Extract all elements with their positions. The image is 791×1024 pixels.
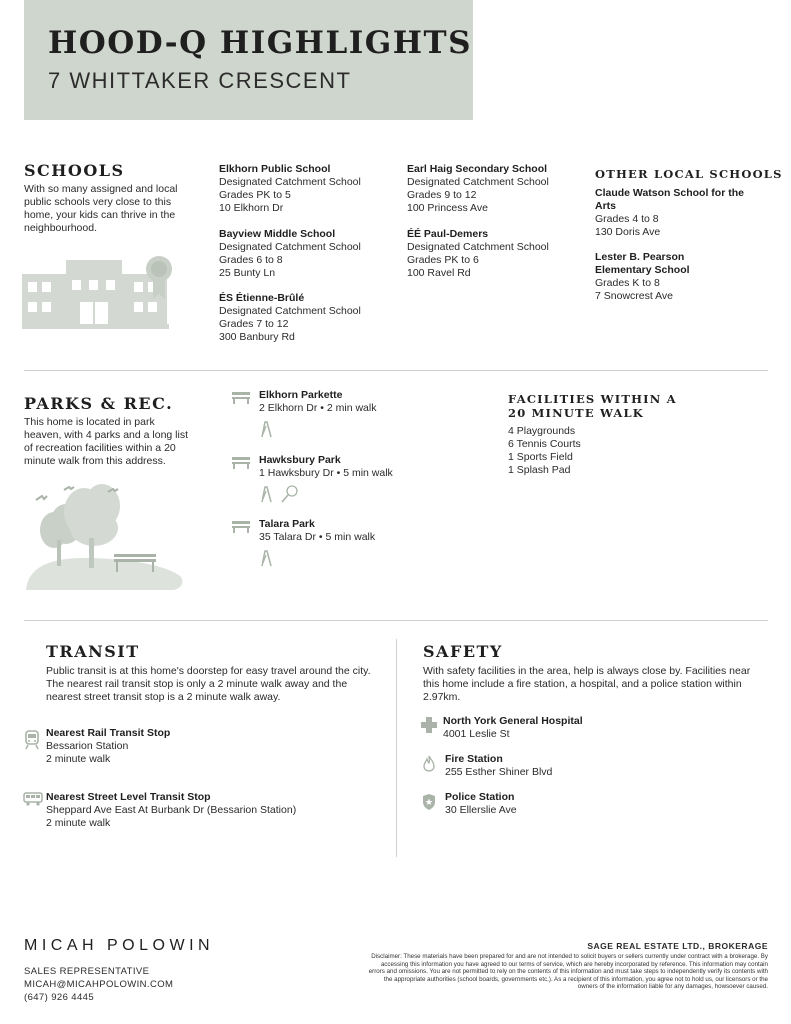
safety-title: Police Station — [445, 791, 515, 803]
school-name: Earl Haig Secondary School — [407, 163, 548, 175]
police-shield-icon — [422, 794, 436, 810]
safety-heading: SAFETY — [423, 642, 503, 661]
transit-title: Nearest Rail Transit Stop — [46, 727, 171, 739]
property-address: 7 WHITTAKER CRESCENT — [48, 68, 352, 93]
facility-item: 6 Tennis Courts — [508, 438, 581, 450]
facilities-heading: FACILITIES WITHIN A 20 MINUTE WALK — [508, 392, 677, 420]
park-name: Talara Park — [259, 518, 315, 530]
school-name: Lester B. Pearson Elementary School — [595, 251, 690, 276]
park-name: Hawksbury Park — [259, 454, 341, 466]
school-address: 7 Snowcrest Ave — [595, 290, 674, 302]
school-entry — [595, 187, 745, 239]
facilities-list — [508, 425, 581, 477]
agent-name: MICAH POLOWIN — [24, 937, 215, 954]
school-entry — [219, 163, 389, 215]
bench-icon — [232, 390, 250, 404]
award-ribbon-icon — [144, 254, 176, 300]
school-designation: Designated Catchment School — [407, 176, 549, 188]
hospital-cross-icon — [421, 717, 437, 733]
safety-title: Fire Station — [445, 753, 503, 765]
bench-icon — [232, 519, 250, 533]
school-designation: Designated Catchment School — [219, 241, 361, 253]
agent-email[interactable]: MICAH@MICAHPOLOWIN.COM — [24, 979, 174, 990]
disclaimer-text: Disclaimer: These materials have been prepared for and are not intended to solicit buyers or sellers currently under contract with a brokerage. By accessing this information you have agreed to our terms of service, which are hereby incorporated by reference. This information may contain errors and omissions. You are not permitted to rely on the contents of this information and must take steps to independently verify its contents with the appropriate authorities (school boards, governments etc.). As a recipient of this information, you agree not to hold us, our licensors or the owners of the information liable for any damages, howsoever caused. — [368, 953, 768, 991]
school-address: 25 Bunty Ln — [219, 267, 276, 279]
school-grades: Grades 7 to 12 — [219, 318, 289, 330]
transit-line: 2 minute walk — [46, 817, 111, 829]
facility-item: 1 Sports Field — [508, 451, 573, 463]
school-name: ÉS Étienne-Brûlé — [219, 292, 305, 304]
playground-slide-icon — [259, 549, 273, 567]
transit-line: Sheppard Ave East At Burbank Dr (Bessarion Station) — [46, 804, 297, 816]
tennis-racket-icon — [281, 485, 299, 503]
playground-slide-icon — [259, 420, 273, 438]
flame-icon — [423, 755, 435, 772]
school-designation: Designated Catchment School — [407, 241, 549, 253]
parks-heading: PARKS & REC. — [24, 394, 174, 413]
park-name: Elkhorn Parkette — [259, 389, 343, 401]
transit-line: 2 minute walk — [46, 753, 111, 765]
safety-address: 4001 Leslie St — [443, 728, 510, 740]
facility-item: 1 Splash Pad — [508, 464, 571, 476]
park-address: 35 Talara Dr • 5 min walk — [259, 531, 376, 543]
safety-intro: With safety facilities in the area, help is always close by. Facilities near this home include a fire station, a hospital, and a police station within 2.97km. — [423, 665, 751, 703]
other-schools-heading: OTHER LOCAL SCHOOLS — [595, 167, 783, 181]
agent-role: SALES REPRESENTATIVE — [24, 966, 150, 977]
safety-address: 30 Ellerslie Ave — [445, 804, 517, 816]
facility-item: 4 Playgrounds — [508, 425, 576, 437]
park-illustration-icon — [24, 480, 184, 592]
schools-heading: SCHOOLS — [24, 161, 125, 180]
bus-icon — [23, 792, 43, 806]
transit-title: Nearest Street Level Transit Stop — [46, 791, 211, 803]
transit-intro: Public transit is at this home's doorstep for easy travel around the city. The nearest rail transit stop is only a 2 minute walk away and the nearest street transit stop is a 2 minute walk away. — [46, 665, 371, 703]
playground-slide-icon — [259, 485, 273, 503]
transit-line: Bessarion Station — [46, 740, 129, 752]
school-entry — [407, 228, 577, 280]
bench-icon — [232, 455, 250, 469]
column-divider — [396, 639, 397, 857]
school-name: Elkhorn Public School — [219, 163, 331, 175]
page-title: HOOD-Q HIGHLIGHTS — [48, 25, 472, 61]
school-entry — [407, 163, 577, 215]
brokerage-name: SAGE REAL ESTATE LTD., BROKERAGE — [587, 941, 768, 951]
school-designation: Designated Catchment School — [219, 305, 361, 317]
safety-entry — [445, 753, 745, 779]
school-designation: Designated Catchment School — [219, 176, 361, 188]
school-grades: Grades 6 to 8 — [219, 254, 283, 266]
school-grades: Grades 4 to 8 — [595, 213, 659, 225]
safety-address: 255 Esther Shiner Blvd — [445, 766, 553, 778]
transit-entry — [46, 791, 386, 830]
school-grades: Grades PK to 6 — [407, 254, 479, 266]
section-divider — [24, 370, 768, 371]
school-address: 130 Doris Ave — [595, 226, 661, 238]
school-grades: Grades PK to 5 — [219, 189, 291, 201]
school-name: Bayview Middle School — [219, 228, 336, 240]
school-name: Claude Watson School for the Arts — [595, 187, 744, 212]
park-address: 1 Hawksbury Dr • 5 min walk — [259, 467, 393, 479]
section-divider — [24, 620, 768, 621]
safety-entry — [443, 715, 743, 741]
school-address: 100 Ravel Rd — [407, 267, 471, 279]
schools-intro: With so many assigned and local public schools very close to this home, your kids can thrive in the neighbourhood. — [24, 183, 178, 234]
agent-phone[interactable]: (647) 926 4445 — [24, 992, 95, 1003]
school-entry — [219, 292, 389, 344]
transit-heading: TRANSIT — [46, 642, 140, 661]
school-address: 10 Elkhorn Dr — [219, 202, 284, 214]
school-entry — [219, 228, 389, 280]
school-name: ÉÉ Paul-Demers — [407, 228, 489, 240]
school-grades: Grades 9 to 12 — [407, 189, 477, 201]
safety-entry — [445, 791, 745, 817]
parks-intro: This home is located in park heaven, with 4 parks and a long list of recreation facilities within a 20 minute walk from this address. — [24, 416, 189, 467]
school-entry — [595, 251, 725, 303]
park-address: 2 Elkhorn Dr • 2 min walk — [259, 402, 377, 414]
safety-title: North York General Hospital — [443, 715, 583, 727]
school-address: 100 Princess Ave — [407, 202, 488, 214]
transit-entry — [46, 727, 376, 766]
school-grades: Grades K to 8 — [595, 277, 660, 289]
train-icon — [24, 730, 40, 750]
school-address: 300 Banbury Rd — [219, 331, 295, 343]
